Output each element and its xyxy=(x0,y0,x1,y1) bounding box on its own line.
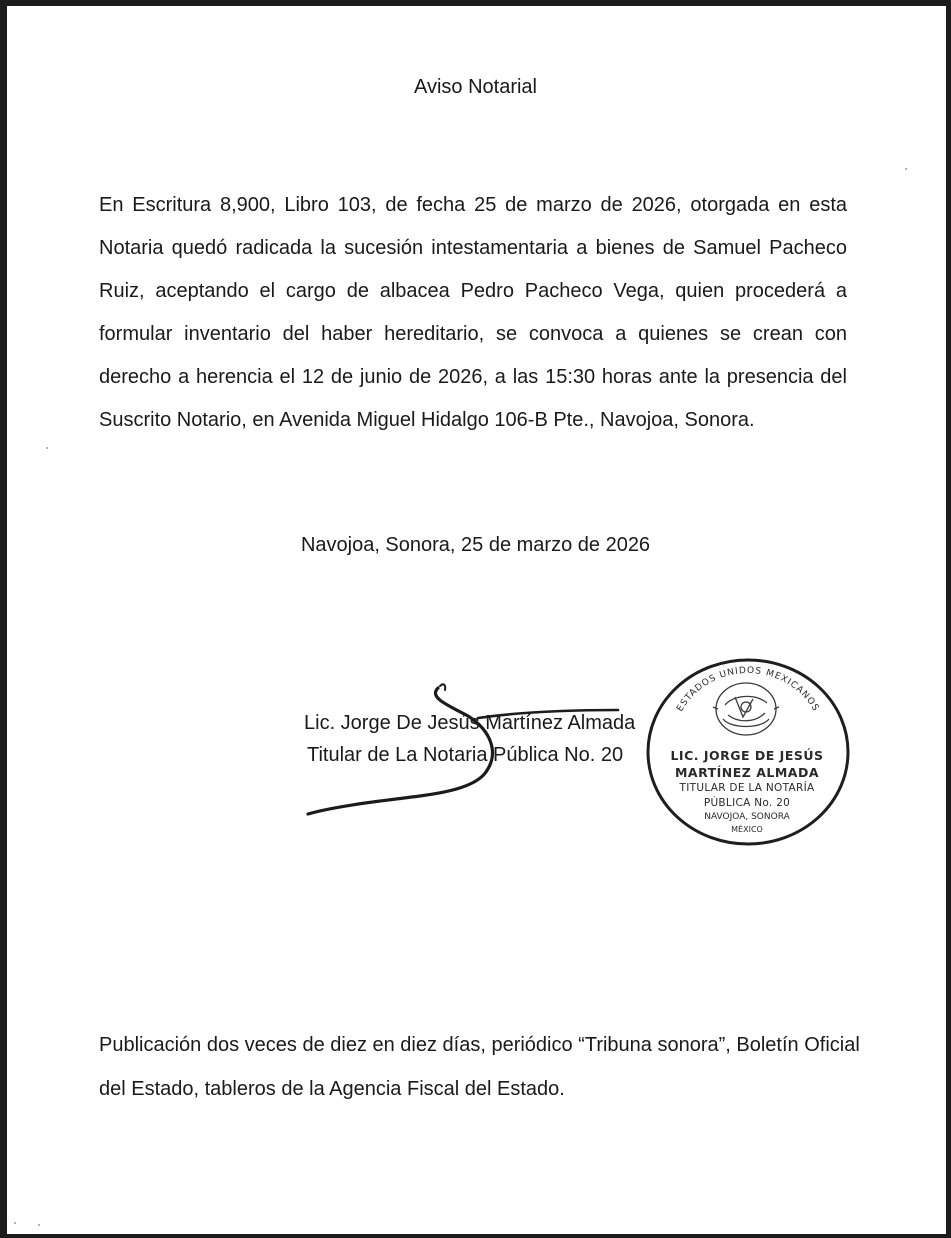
seal-line-office: PÚBLICA No. 20 xyxy=(703,797,791,809)
signatory-title: Titular de La Notaria Pública No. 20 xyxy=(307,744,624,766)
eagle-emblem-icon xyxy=(713,683,779,735)
scan-speck xyxy=(46,447,48,449)
seal-line-name: LIC. JORGE DE JESÚS xyxy=(670,748,824,763)
scan-speck xyxy=(905,168,907,170)
seal-line-title: TITULAR DE LA NOTARÍA xyxy=(679,782,815,794)
scan-speck xyxy=(38,1224,40,1226)
seal-line-surname: MARTÍNEZ ALMADA xyxy=(674,765,820,780)
place-and-date: Navojoa, Sonora, 25 de marzo de 2026 xyxy=(300,534,651,556)
seal-line-city: NAVOJOA, SONORA xyxy=(704,812,790,822)
publication-note: Publicación dos veces de diez en diez días, periódico “Tribuna sonora”, Boletín Oficial del Estado, tableros de la Agencia Fiscal del Estado. xyxy=(99,1034,860,1100)
scan-speck xyxy=(14,1222,16,1224)
handwritten-signature xyxy=(300,680,650,830)
signatory-name: Lic. Jorge De Jesús Martínez Almada xyxy=(304,712,636,734)
notice-body: En Escritura 8,900, Libro 103, de fecha 25 de marzo de 2026, otorgada en esta Notaria quedó radicada la sucesión intestamentaria a bienes de Samuel Pacheco Ruiz, aceptando el cargo de albacea Pedro Pacheco Vega, quien procederá a formular inventario del haber hereditario, se convoca a quienes se crean con derecho a herencia el 12 de junio de 2026, a las 15:30 horas ante la presencia del Suscrito Notario, en Avenida Miguel Hidalgo 106-B Pte., Navojoa, Sonora. xyxy=(99,194,847,431)
seal-arc-text: ESTADOS UNIDOS MEXICANOS xyxy=(675,665,821,714)
document-title: Aviso Notarial xyxy=(413,76,538,98)
seal-line-country: MÉXICO xyxy=(731,825,763,834)
